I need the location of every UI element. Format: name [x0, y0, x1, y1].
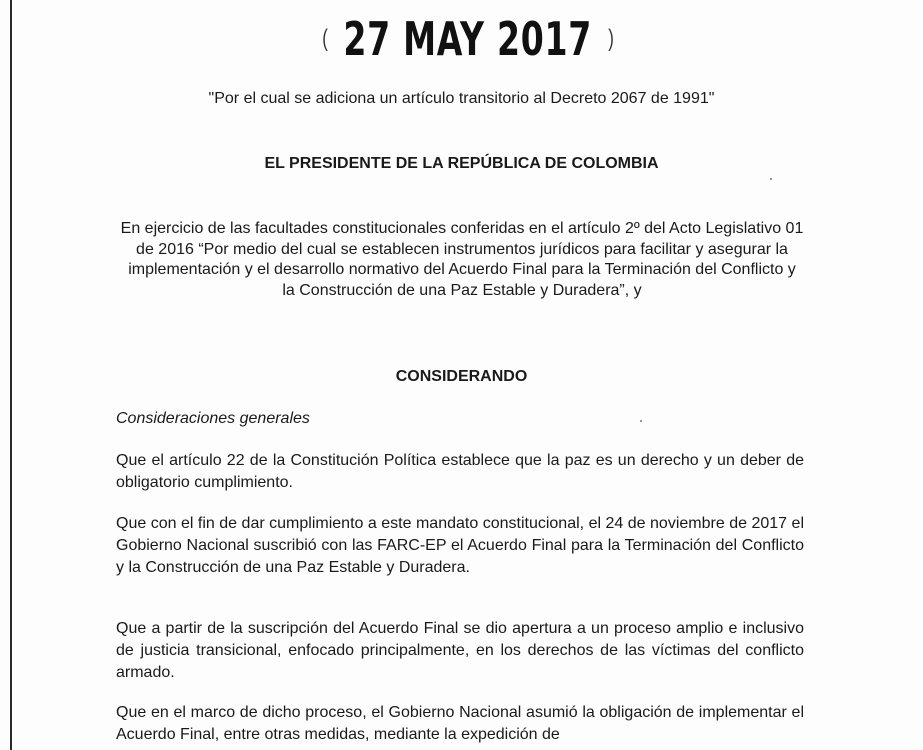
- paragraph: Que a partir de la suscripción del Acuerdo Final se dio apertura a un proceso amplio e inclusivo de justicia transicional, enfocado principalmente, en los derechos de las víctimas del conflicto armado.: [116, 620, 804, 681]
- stamp-open-paren: (: [322, 25, 329, 52]
- section-subheading: Consideraciones generales: [116, 410, 310, 427]
- stamp-close-paren: ): [607, 25, 614, 52]
- date-stamp: [318, 8, 618, 70]
- stamp-date: 27 MAY 2017: [343, 12, 593, 66]
- heading-president: EL PRESIDENTE DE LA REPÚBLICA DE COLOMBIA: [264, 155, 659, 172]
- intro-paragraph: En ejercicio de las facultades constitucionales conferidas en el artículo 2º del Acto Legislativo 01 de 2016 “Por medio del cual se establecen instrumentos jurídicos para facilitar y asegurar la implementación y el desarrollo normativo del Acuerdo Final para la Terminación del Conflicto y la Construcción de una Paz Estable y Duradera”, y: [120, 220, 804, 299]
- paragraph: Que el artículo 22 de la Constitución Política establece que la paz es un derecho y un deber de obligatorio cumplimiento.: [116, 452, 804, 491]
- paragraph: Que con el fin de dar cumplimiento a este mandato constitucional, el 24 de noviembre de 2017 el Gobierno Nacional suscribió con las FARC-EP el Acuerdo Final para la Terminación del Conflicto y la Construcción de una Paz Estable y Duradera.: [116, 515, 804, 576]
- paragraph: Que en el marco de dicho proceso, el Gobierno Nacional asumió la obligación de implementar el Acuerdo Final, entre otras medidas, mediante la expedición de: [116, 704, 804, 743]
- decree-subtitle: "Por el cual se adiciona un artículo transitorio al Decreto 2067 de 1991": [208, 90, 715, 107]
- scan-speck: [640, 420, 642, 422]
- heading-considerando: CONSIDERANDO: [395, 368, 528, 385]
- scan-speck: [770, 178, 772, 180]
